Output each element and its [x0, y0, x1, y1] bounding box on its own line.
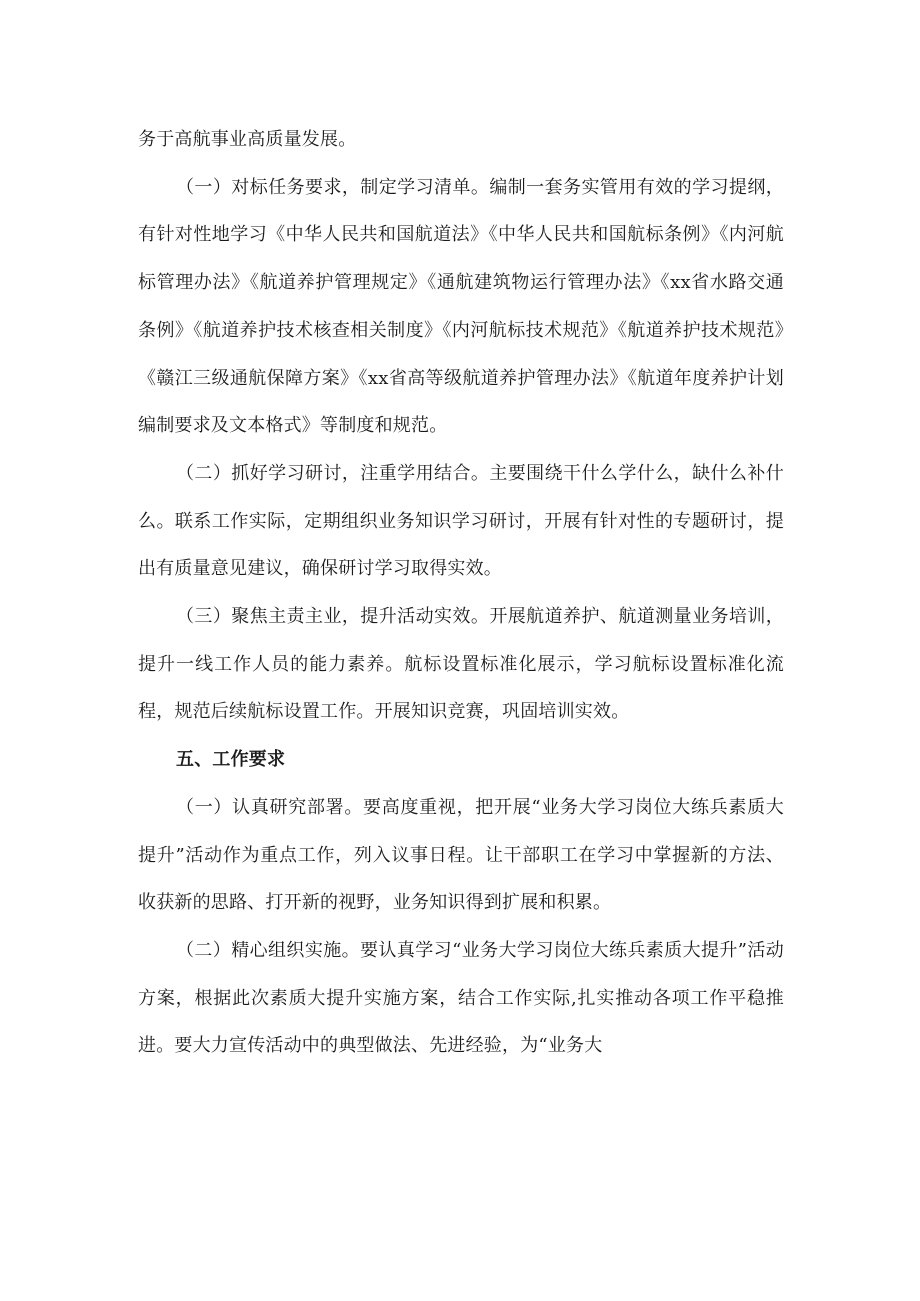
- paragraph-continuation: 务于高航事业高质量发展。: [138, 129, 357, 150]
- paragraph-organize-implementation: （二）精心组织实施。要认真学习“业务大学习岗位大练兵素质大提升”活动方案，根据此次素质大提升实施方案，结合工作实际,扎实推动各项工作平稳推进。要大力宣传活动中的典型做法、先进经验，为“业务大: [138, 939, 784, 1057]
- document-body: [138, 116, 784, 1070]
- paragraph-main-duties: （三）聚焦主责主业，提升活动实效。开展航道养护、航道测量业务培训，提升一线工作人员的能力素养。航标设置标准化展示，学习航标设置标准化流程，规范后续航标设置工作。开展知识竞赛，巩固培训实效。: [138, 606, 784, 723]
- paragraph-research-deployment: （一）认真研究部署。要高度重视，把开展“业务大学习岗位大练兵素质大提升”活动作为重点工作，列入议事日程。让干部职工在学习中掌握新的方法、收获新的思路、打开新的视野，业务知识得到扩展和积累。: [138, 796, 784, 914]
- paragraph-study-list: （一）对标任务要求，制定学习清单。编制一套务实管用有效的学习提纲，有针对性地学习《中华人民共和国航道法》《中华人民共和国航标条例》《内河航标管理办法》《航道养护管理规定》《通航建筑物运行管理办法》《xx省水路交通条例》《航道养护技术核查相关制度》《内河航标技术规范》《航道养护技术规范》《赣江三级通航保障方案》《xx省高等级航道养护管理办法》《航道年度养护计划编制要求及文本格式》等制度和规范。: [138, 176, 784, 437]
- section-heading-work-requirements: 五、工作要求: [176, 749, 286, 771]
- paragraph-study-discussion: （二）抓好学习研讨，注重学用结合。主要围绕干什么学什么，缺什么补什么。联系工作实际，定期组织业务知识学习研讨，开展有针对性的专题研讨，提出有质量意见建议，确保研讨学习取得实效。: [138, 462, 784, 580]
